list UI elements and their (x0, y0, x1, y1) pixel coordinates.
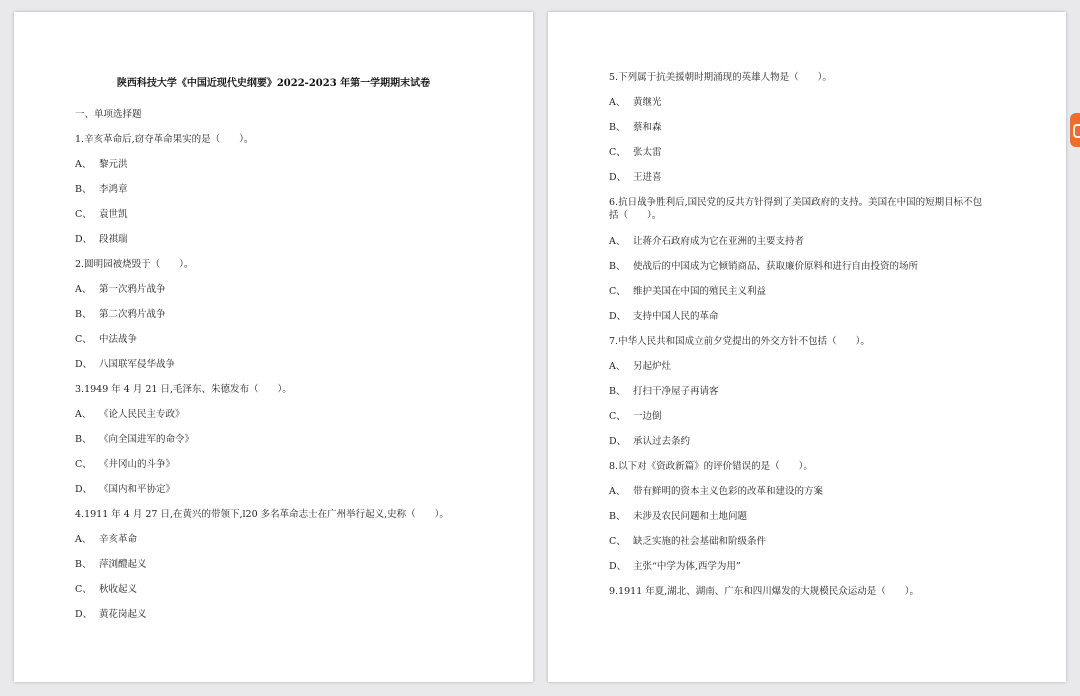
option: D、 段祺瑞 (75, 234, 128, 245)
question-6-line-1: 6.抗日战争胜利后,国民党的反共方针得到了美国政府的支持。美国在中国的短期目标不包 (609, 197, 983, 208)
question-2: 2.圆明园被烧毁于（ ）。 (75, 259, 194, 270)
exam-page-left (14, 12, 533, 682)
section-heading: 一、单项选择题 (75, 109, 142, 120)
question-1: 1.辛亥革命后,窃夺革命果实的是（ ）。 (75, 134, 254, 145)
option: A、 让蒋介石政府成为它在亚洲的主要支持者 (609, 236, 805, 247)
option: A、 《论人民民主专政》 (75, 409, 185, 420)
option: B、 使战后的中国成为它倾销商品、获取廉价原料和进行自由投资的场所 (609, 261, 919, 272)
option: B、 未涉及农民问题和土地问题 (609, 511, 748, 522)
question-7: 7.中华人民共和国成立前夕党提出的外交方针不包括（ ）。 (609, 336, 870, 347)
option: D、 黄花岗起义 (75, 609, 147, 620)
option: D、 《国内和平协定》 (75, 484, 176, 495)
option: A、 另起炉灶 (609, 361, 672, 372)
option: B、 打扫干净屋子再请客 (609, 386, 719, 397)
option: C、 维护美国在中国的殖民主义利益 (609, 286, 767, 297)
option: B、 萍浏醴起义 (75, 559, 147, 570)
option: C、 一边倒 (609, 411, 662, 422)
question-3: 3.1949 年 4 月 21 日,毛泽东、朱德发布（ ）。 (75, 384, 292, 395)
option: C、 张太雷 (609, 147, 662, 158)
option: B、 蔡和森 (609, 122, 662, 133)
option: A、 第一次鸦片战争 (75, 284, 166, 295)
option: D、 主张“中学为体,西学为用” (609, 561, 741, 572)
option: D、 王进喜 (609, 172, 662, 183)
option: A、 辛亥革命 (75, 534, 138, 545)
exam-page-right (548, 12, 1066, 682)
option: C、 中法战争 (75, 334, 138, 345)
exam-title: 陕西科技大学《中国近现代史纲要》2022-2023 年第一学期期末试卷 (116, 78, 431, 89)
option: D、 承认过去条约 (609, 436, 691, 447)
option: C、 秋收起义 (75, 584, 138, 595)
option: A、 带有鲜明的资本主义色彩的改革和建设的方案 (609, 486, 824, 497)
question-4: 4.1911 年 4 月 27 日,在黄兴的带领下,l20 多名革命志士在广州举行起义,史称（ ）。 (75, 509, 449, 520)
option: D、 支持中国人民的革命 (609, 311, 719, 322)
option: A、 黎元洪 (75, 159, 128, 170)
question-9: 9.1911 年夏,湖北、湖南、广东和四川爆发的大规模民众运动是（ ）。 (609, 586, 920, 597)
option: B、 《向全国进军的命令》 (75, 434, 195, 445)
option: C、 《井冈山的斗争》 (75, 459, 176, 470)
question-5: 5.下列属于抗美援朝时期涌现的英雄人物是（ ）。 (609, 72, 832, 83)
option: C、 缺乏实施的社会基础和阶级条件 (609, 536, 767, 547)
option: B、 第二次鸦片战争 (75, 309, 166, 320)
feedback-tab-icon[interactable] (1070, 113, 1080, 147)
option: C、 袁世凯 (75, 209, 128, 220)
question-6-line-2: 括（ ）。 (609, 210, 662, 221)
option: A、 黄继光 (609, 97, 662, 108)
option: B、 李鸿章 (75, 184, 128, 195)
question-8: 8.以下对《资政新篇》的评价错误的是（ ）。 (609, 461, 813, 472)
option: D、 八国联军侵华战争 (75, 359, 176, 370)
